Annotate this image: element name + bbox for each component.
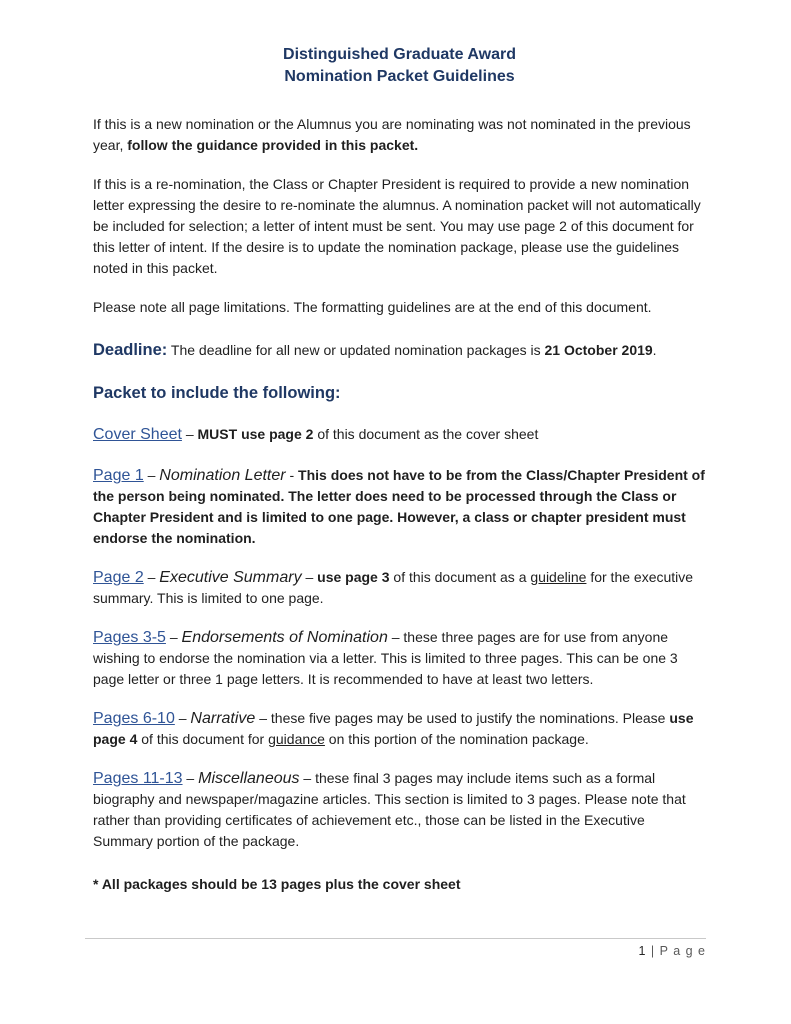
page-1-dash: – [143,467,160,483]
deadline-label: Deadline: [93,341,168,359]
deadline-date: 21 October 2019 [544,342,653,358]
intro-paragraph [93,114,706,156]
title-line-1: Distinguished Graduate Award [283,46,516,63]
pages-6-10-link: Pages 6-10 [93,710,175,727]
page-2-rest: for the executive summary. This is limited to one page. [93,569,694,606]
section-pages-3-5 [93,627,706,690]
section-page-1 [93,465,706,549]
cover-sheet-link: Cover Sheet [93,426,182,443]
packet-heading: Packet to include the following: [93,384,341,402]
cover-sheet-bold: MUST use page 2 [197,426,314,442]
page-1-link: Page 1 [93,467,144,484]
pages-6-10-dash: – [174,710,191,726]
pages-6-10-underlined-word: guidance [268,731,325,747]
pages-3-5-dash2: – [387,629,404,645]
section-cover-sheet [93,424,706,445]
section-pages-6-10 [93,708,706,750]
footer-page-label: P a g e [659,944,706,958]
deadline-text: The deadline for all new or updated nomination packages is [167,342,545,358]
section-pages-11-13 [93,768,706,852]
document-title [93,44,706,88]
pages-6-10-mid: of this document for [137,731,269,747]
pages-6-10-pre: these five pages may be used to justify the nominations. Please [270,710,670,726]
pages-6-10-dash2: – [255,710,271,726]
page-1-title: Nomination Letter [159,467,286,484]
pages-3-5-dash: – [165,629,182,645]
page-2-dash: – [143,569,160,585]
pages-3-5-title: Endorsements of Nomination [181,629,388,646]
pages-11-13-link: Pages 11-13 [93,770,183,787]
footer-separator: | [650,944,656,958]
pages-6-10-title: Narrative [190,710,256,727]
page-2-title: Executive Summary [159,569,302,586]
page-2-underlined-word: guideline [530,569,587,585]
page-2-bold: use page 3 [317,569,390,585]
pages-3-5-link: Pages 3-5 [93,629,166,646]
page-1-dash2: - [285,467,299,483]
renomination-paragraph: If this is a re-nomination, the Class or Chapter President is required to provide a new nomination letter expressing the desire to re-nominate the alumnus. A nomination packet will not automatically be included for selection; a letter of intent must be sent. You may use page 2 of this document for this letter of intent. If the desire is to update the nomination package, please use the guidelines noted in this packet. [93,176,701,276]
limitations-note: Please note all page limitations. The formatting guidelines are at the end of this document. [93,299,652,315]
page-footer [85,938,706,958]
section-page-2 [93,567,706,609]
pages-6-10-bold: use page 4 [93,710,694,747]
packages-footnote: * All packages should be 13 pages plus the cover sheet [93,876,461,892]
pages-3-5-description: these three pages are for use from anyone wishing to endorse the nomination via a letter. This is limited to three pages. This can be one 3 page letter or three 1 page letters. It is recommended to have at least two letters. [93,629,678,687]
page-2-mid: of this document as a [389,569,531,585]
page-number-area [85,939,706,958]
intro-text: If this is a new nomination or the Alumnus you are nominating was not nominated in the previous year, [93,116,691,153]
page-2-link: Page 2 [93,569,144,586]
page-2-dash2: – [301,569,318,585]
pages-11-13-description: these final 3 pages may include items such as a formal biography and newspaper/magazine articles. This section is limited to 3 pages. Please note that rather than providing certificates of achievement etc., those can be listed in the Executive Summary portion of the package. [93,770,686,849]
pages-11-13-dash: – [182,770,199,786]
pages-11-13-dash2: – [299,770,316,786]
pages-6-10-rest: on this portion of the nomination package. [324,731,589,747]
pages-11-13-title: Miscellaneous [198,770,300,787]
deadline-period: . [652,342,657,358]
page-number-value: 1 [638,944,647,958]
intro-bold-text: follow the guidance provided in this packet. [127,137,419,153]
cover-sheet-dash: – [181,426,198,442]
title-line-2: Nomination Packet Guidelines [284,68,515,85]
cover-sheet-rest: of this document as the cover sheet [313,426,539,442]
deadline-line [93,340,706,361]
page-1-description: This does not have to be from the Class/Chapter President of the person being nominated. The letter does need to be processed through the Class or Chapter President and is limited to one page. However, a class or chapter president must endorse the nomination. [93,467,705,546]
